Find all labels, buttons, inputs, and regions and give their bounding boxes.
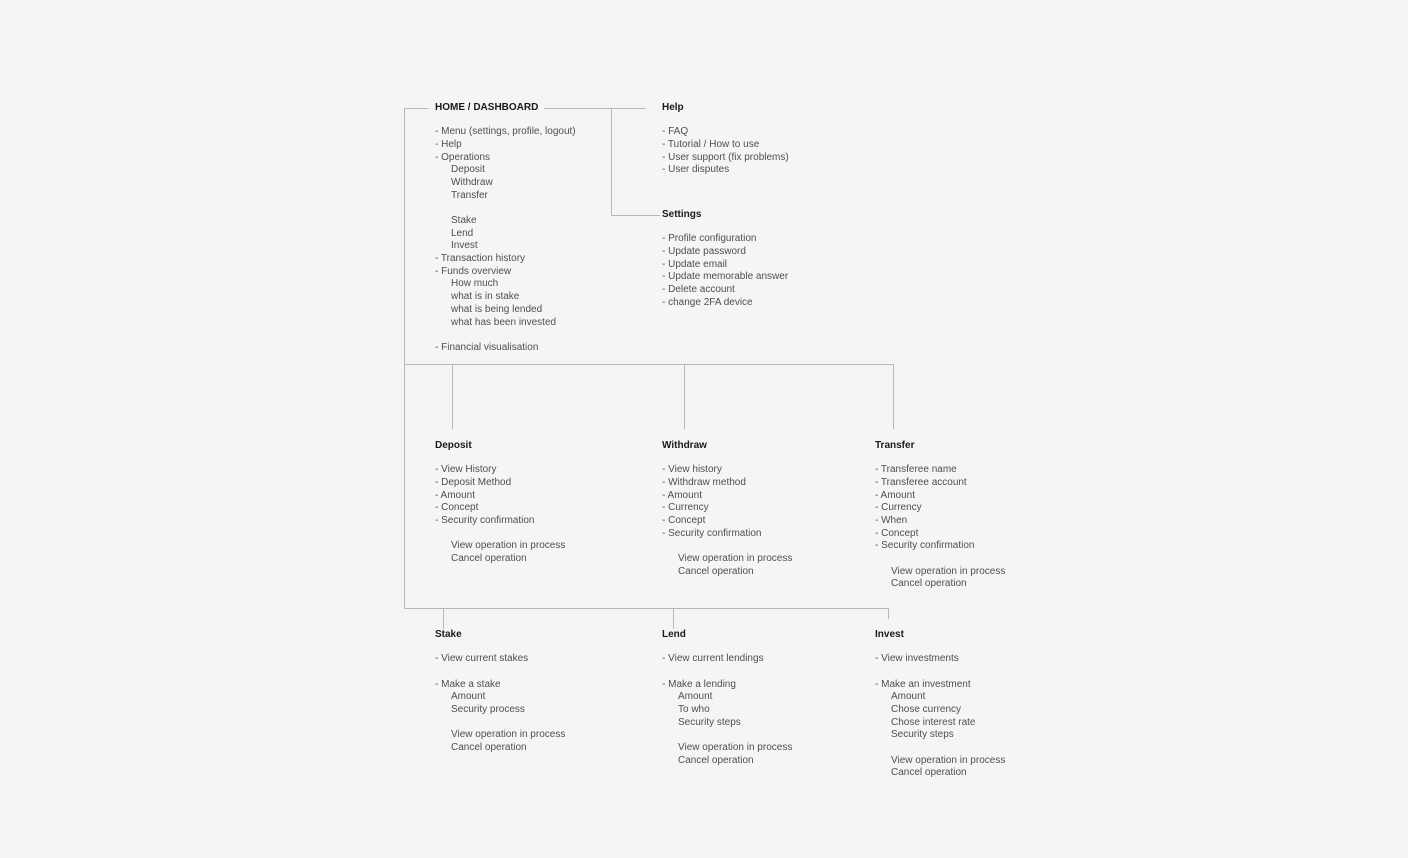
sub-item: Cancel operation bbox=[678, 754, 754, 766]
section-title: Deposit bbox=[435, 440, 472, 451]
sub-item: View operation in process bbox=[451, 729, 566, 741]
list-item: - Concept bbox=[662, 514, 706, 526]
section-title: Transfer bbox=[875, 440, 915, 451]
sub-item: To who bbox=[678, 703, 710, 715]
list-item: - View History bbox=[435, 464, 497, 476]
sub-item: Invest bbox=[451, 240, 478, 252]
sub-item: How much bbox=[451, 278, 499, 290]
section-title: HOME / DASHBOARD bbox=[435, 102, 539, 113]
sub-item: Chose currency bbox=[891, 703, 962, 715]
list-item: - Tutorial / How to use bbox=[662, 138, 760, 150]
sub-item: Lend bbox=[451, 227, 474, 239]
list-item: - Amount bbox=[875, 489, 916, 501]
sub-item: Security process bbox=[451, 703, 525, 715]
list-item: - Security confirmation bbox=[662, 527, 762, 539]
list-item: - Transaction history bbox=[435, 253, 526, 265]
sub-item: Amount bbox=[451, 691, 486, 703]
section-transfer bbox=[875, 440, 1005, 591]
spacer bbox=[875, 742, 1005, 755]
sub-item: Security steps bbox=[891, 729, 954, 741]
spacer bbox=[662, 540, 792, 553]
spacer bbox=[435, 202, 576, 215]
sub-item: View operation in process bbox=[891, 565, 1006, 577]
list-item: - When bbox=[875, 514, 908, 526]
sub-item: Cancel operation bbox=[891, 767, 967, 779]
list-item: - FAQ bbox=[662, 126, 689, 138]
list-item: - Transferee account bbox=[875, 476, 967, 488]
list-item: - Concept bbox=[435, 502, 479, 514]
list-item: - Currency bbox=[875, 502, 922, 514]
sub-item: Amount bbox=[678, 691, 713, 703]
spacer bbox=[875, 553, 1005, 566]
sub-item: Chose interest rate bbox=[891, 716, 976, 728]
section-title: Withdraw bbox=[662, 440, 707, 451]
sub-item: View operation in process bbox=[678, 553, 793, 564]
list-item: - Update memorable answer bbox=[662, 271, 789, 283]
connector-row2-bar bbox=[405, 609, 889, 620]
sub-item: View operation in process bbox=[678, 742, 793, 753]
list-item: - Financial visualisation bbox=[435, 341, 539, 353]
sub-item: Cancel operation bbox=[451, 553, 527, 564]
sub-item: Cancel operation bbox=[451, 742, 527, 753]
section-deposit bbox=[435, 440, 565, 566]
list-item: - Security confirmation bbox=[435, 514, 535, 526]
connector-help-settings bbox=[612, 109, 661, 216]
list-item: - Transferee name bbox=[875, 464, 957, 476]
list-item: - Help bbox=[435, 138, 462, 150]
sub-item: Cancel operation bbox=[678, 565, 754, 577]
list-item: - Operations bbox=[435, 151, 491, 163]
section-settings bbox=[662, 209, 788, 309]
list-item: - Make an investment bbox=[875, 678, 971, 690]
sub-item: Deposit bbox=[451, 164, 485, 176]
section-lend bbox=[662, 629, 792, 767]
list-item: - Funds overview bbox=[435, 265, 512, 277]
sub-item: Security steps bbox=[678, 716, 741, 728]
list-item: - View current lendings bbox=[662, 653, 764, 665]
list-item: - Profile configuration bbox=[662, 233, 757, 245]
list-item: - View current stakes bbox=[435, 653, 529, 665]
list-item: - Menu (settings, profile, logout) bbox=[435, 126, 576, 138]
connector-home-help bbox=[405, 109, 429, 609]
list-item: - Make a stake bbox=[435, 678, 501, 690]
list-item: - Update email bbox=[662, 258, 728, 270]
section-title: Invest bbox=[875, 629, 904, 640]
section-stake bbox=[435, 629, 565, 755]
list-item: - View investments bbox=[875, 653, 959, 665]
sub-item: what has been invested bbox=[451, 316, 557, 328]
list-item: - Delete account bbox=[662, 283, 735, 295]
list-item: - Update password bbox=[662, 245, 746, 257]
list-item: - change 2FA device bbox=[662, 296, 753, 308]
list-item: - Withdraw method bbox=[662, 476, 746, 488]
list-item: - View history bbox=[662, 464, 722, 476]
section-withdraw bbox=[662, 440, 792, 578]
sub-item: Stake bbox=[451, 215, 477, 226]
list-item: - Concept bbox=[875, 527, 919, 539]
sub-item: what is in stake bbox=[451, 291, 520, 303]
spacer bbox=[662, 729, 792, 742]
sub-item: Transfer bbox=[451, 189, 488, 201]
connector-row1-bar bbox=[405, 365, 894, 430]
spacer bbox=[435, 528, 565, 541]
section-title: Settings bbox=[662, 209, 702, 220]
sub-item: what is being lended bbox=[451, 303, 543, 315]
list-item: - Security confirmation bbox=[875, 540, 975, 552]
section-invest bbox=[875, 629, 1005, 780]
section-title: Stake bbox=[435, 629, 462, 640]
list-item: - Currency bbox=[662, 502, 709, 514]
spacer bbox=[435, 717, 565, 730]
spacer bbox=[435, 666, 565, 679]
spacer bbox=[662, 666, 792, 679]
spacer bbox=[875, 666, 1005, 679]
spacer bbox=[435, 329, 576, 342]
list-item: - User support (fix problems) bbox=[662, 151, 789, 163]
section-title: Lend bbox=[662, 629, 686, 640]
section-title: Help bbox=[662, 102, 684, 113]
sub-item: Withdraw bbox=[451, 176, 493, 188]
list-item: - Deposit Method bbox=[435, 476, 512, 488]
list-item: - Make a lending bbox=[662, 678, 736, 690]
sub-item: View operation in process bbox=[451, 540, 566, 552]
sub-item: View operation in process bbox=[891, 754, 1006, 766]
list-item: - Amount bbox=[662, 489, 703, 501]
list-item: - User disputes bbox=[662, 164, 730, 176]
section-home bbox=[435, 102, 576, 355]
sub-item: Amount bbox=[891, 691, 926, 703]
list-item: - Amount bbox=[435, 489, 476, 501]
section-help bbox=[662, 102, 789, 177]
sub-item: Cancel operation bbox=[891, 578, 967, 590]
